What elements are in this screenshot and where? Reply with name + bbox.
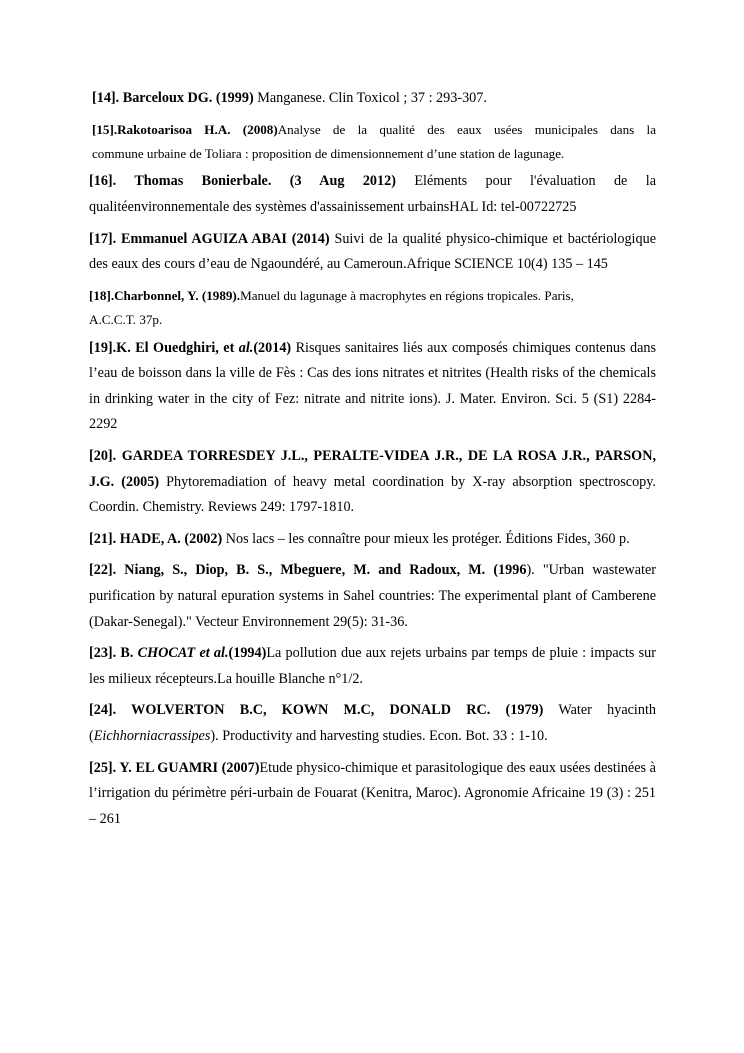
reference-text: Suivi de la qualité physico-chimique et bactériologique des eaux des cours d’eau de Ngaoundéré, au Cameroun.Afrique SCIENCE 10(4) 135 – 145 [89, 230, 656, 273]
reference-23 [89, 641, 656, 692]
reference-15 [89, 118, 656, 167]
reference-19 [89, 336, 656, 438]
reference-18 [89, 284, 656, 333]
reference-text: A.C.C.T. 37p. [89, 312, 163, 328]
reference-label: [25]. Y. EL GUAMRI (2007) [89, 759, 260, 776]
reference-text: La pollution due aux rejets urbains par temps de pluie : impacts sur les milieux récepteurs.La houille Blanche n°1/2. [89, 645, 656, 687]
reference-label-italic: CHOCAT et al. [137, 645, 229, 662]
reference-label: (2014) [253, 339, 292, 356]
reference-text: Manuel du lagunage à macrophytes en régions tropicales. Paris, [240, 287, 574, 303]
reference-text: Water hyacinth ( [89, 702, 656, 744]
reference-label: [19].K. El Ouedghiri, et [89, 339, 239, 356]
reference-14 [89, 86, 656, 112]
reference-25 [89, 756, 656, 833]
reference-text: commune urbaine de Toliara : proposition de dimensionnement d’une station de lagunage. [92, 146, 565, 161]
reference-label: [21]. HADE, A. (2002) [89, 530, 223, 547]
reference-20 [89, 444, 656, 521]
reference-label: [16]. Thomas Bonierbale. (3 Aug 2012) [89, 173, 396, 190]
reference-text: Analyse de la qualité des eaux usées municipales dans la [277, 121, 657, 137]
reference-label: [18].Charbonnel, Y. (1989). [89, 287, 241, 303]
reference-text: Risques sanitaires liés aux composés chimiques contenus dans l’eau de boisson dans la ville de Fès : Cas des ions nitrates et nitrites (Health risks of the chemicals in drinking water in the city of Fez: nitrate and nitrite ions). J. Mater. Environ. Sci. 5 (S1) 2284-2292 [89, 339, 656, 433]
reference-24 [89, 698, 656, 749]
reference-text: ). "Urban wastewater purification by natural epuration systems in Sahel countries: The experimental plant of Camberene (Dakar-Senegal)." Vecteur Environnement 29(5): 31-36. [89, 562, 656, 630]
reference-label: [24]. WOLVERTON B.C, KOWN M.C, DONALD RC. (1979) [89, 702, 544, 719]
reference-text: Manganese. Clin Toxicol ; 37 : 293-307. [253, 90, 487, 106]
reference-text: Phytoremadiation of heavy metal coordination by X-ray absorption spectroscopy. Coordin. Chemistry. Reviews 249: 1797-1810. [89, 473, 656, 516]
reference-21 [89, 527, 656, 553]
reference-text-italic: Eichhorniacrassipes [93, 727, 211, 744]
reference-label: [22]. Niang, S., Diop, B. S., Mbeguere, M. and Radoux, M. (1996 [89, 562, 527, 579]
reference-16 [89, 169, 656, 220]
reference-label: [23]. B. [89, 645, 138, 662]
reference-text: Nos lacs – les connaître pour mieux les protéger. Éditions Fides, 360 p. [222, 530, 630, 547]
reference-label: [17]. Emmanuel AGUIZA ABAI (2014) [89, 230, 330, 247]
reference-text: Eléments pour l'évaluation de la [395, 173, 656, 190]
reference-label: [15].Rakotoarisoa H.A. (2008) [92, 121, 278, 137]
reference-17 [89, 227, 656, 278]
reference-label: [20]. GARDEA TORRESDEY J.L., PERALTE-VIDEA J.R., DE LA ROSA J.R., PARSON, J.G. (2005) [89, 447, 656, 490]
reference-label: (1994) [228, 645, 267, 662]
reference-22 [89, 558, 656, 635]
reference-text: ). Productivity and harvesting studies. Econ. Bot. 33 : 1-10. [210, 727, 548, 744]
reference-text: qualitéenvironnementale des systèmes d'assainissement urbainsHAL Id: tel-00722725 [89, 199, 577, 215]
reference-list [89, 86, 656, 838]
reference-label-italic: al. [238, 339, 254, 356]
reference-label: [14]. Barceloux DG. (1999) [92, 90, 254, 106]
reference-text: Etude physico-chimique et parasitologique des eaux usées destinées à l’irrigation du périmètre péri-urbain de Fouarat (Kenitra, Maroc). Agronomie Africaine 19 (3) : 251 – 261 [89, 759, 656, 827]
